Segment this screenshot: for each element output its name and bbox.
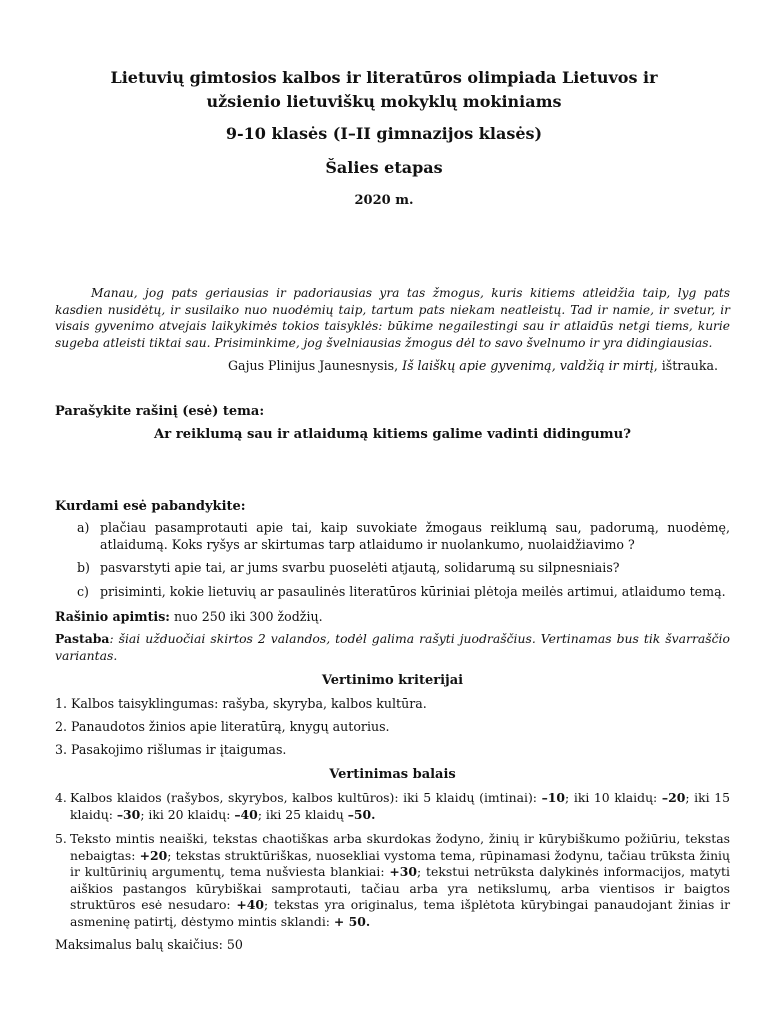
essay-length-label: Rašinio apimtis: [55, 609, 170, 624]
year-heading: 2020 m. [354, 193, 414, 208]
item-number: 5. [55, 831, 67, 846]
title-line-2: užsienio lietuviškų mokyklų mokiniams [206, 92, 562, 111]
list-item [55, 584, 730, 601]
tips-list [55, 520, 730, 607]
scoring-text: ; iki 20 klaidų: [140, 806, 235, 822]
list-item: 3. Pasakojimo rišlumas ir įtaigumas. [55, 742, 287, 757]
score-value: +40 [236, 897, 264, 912]
score-value: –30 [116, 806, 141, 822]
scoring-list [55, 790, 730, 938]
grade-heading: 9-10 klasės (I–II gimnazijos klasės) [225, 124, 543, 143]
score-value: +20 [139, 847, 168, 863]
note-paragraph [55, 631, 730, 664]
score-value: +30 [389, 864, 418, 879]
epigraph-quote: Manau, jog pats geriausias ir padoriausias yra tas žmogus, kuris kitiems atleidžia taip, lyg pats kasdien nusidėtų, ir susilaiko nuo nuodėmių taip, tartum pats niekam neatleistų. Tad ir namie, ir svetur, ir visais gyvenimo atvejais laikykimės tokios taisyklės: būkime negailestingi sau ir atlaidūs netgi tiems, kurie sugeba atleisti tiktai sau. Prisiminkime, jog švelniausias žmogus dėl to savo švelnumo ir yra didingiausias. [55, 286, 730, 350]
scoring-text: ; tekstui netrūksta dalykinės informacijos, matyti aiškios pastangos kūrybiškai samprotauti, tačiau arba yra netikslumų, arba vientisos ir baigtos struktūros esė nesudaro: [70, 864, 730, 912]
list-item-text: prisiminti, kokie lietuvių ar pasaulinės literatūros kūriniai plėtoja meilės artimui, atlaidumo temą. [100, 583, 726, 599]
olympiad-title [60, 66, 708, 114]
list-item [55, 560, 730, 577]
scoring-text: Kalbos klaidos (rašybos, skyrybos, kalbos kultūros): iki 5 klaidų (imtinai): [70, 790, 542, 805]
criteria-list [55, 695, 730, 764]
list-item [55, 520, 730, 553]
list-marker: a) [77, 520, 90, 535]
list-item-text: plačiau pasamprotauti apie tai, kaip suvokiate žmogaus reiklumą sau, padorumą, nuodėmę, atlaidumą. Koks ryšys ar skirtumas tarp atlaidumo ir nuolankumo, nuolaidžiavimo ? [100, 520, 730, 552]
task-heading: Parašykite rašinį (esė) tema: [55, 404, 265, 419]
scoring-text: ; tekstas yra originalus, tema išplėtota kūrybingai panaudojant žinias ir asmeninę patirtį, dėstymo mintis sklandi: [70, 897, 730, 929]
max-score: Maksimalus balų skaičius: 50 [55, 937, 243, 952]
essay-topic: Ar reiklumą sau ir atlaidumą kitiems galime vadinti didingumu? [154, 427, 631, 442]
criteria-title: Vertinimo kriterijai [321, 673, 464, 688]
scoring-text: Teksto mintis neaiški, tekstas chaotiškas arba skurdokas žodyno, žinių ir kūrybiškumo požiūriu, tekstas nebaigtas: [70, 831, 730, 863]
stage-heading: Šalies etapas [325, 158, 443, 177]
essay-length [55, 608, 323, 626]
note-label: Pastaba [55, 631, 110, 646]
list-item [55, 790, 730, 823]
item-number: 4. [55, 790, 67, 805]
scoring-title: Vertinimas balais [329, 767, 456, 782]
scoring-text: ; iki 25 klaidų [257, 806, 348, 822]
list-item: 2. Panaudotos žinios apie literatūrą, knygų autorius. [55, 719, 390, 734]
scoring-text: ; iki 10 klaidų: [565, 790, 662, 805]
epigraph-attribution [228, 357, 718, 375]
title-line-1: Lietuvių gimtosios kalbos ir literatūros olimpiada Lietuvos ir [110, 68, 658, 87]
essay-length-value: nuo 250 iki 300 žodžių. [173, 609, 323, 624]
list-item [55, 831, 730, 930]
list-item-text: pasvarstyti apie tai, ar jums svarbu puoselėti atjautą, solidarumą su silpnesniais? [100, 560, 620, 575]
scoring-text: ; iki 15 klaidų: [70, 790, 730, 822]
list-item: 1. Kalbos taisyklingumas: rašyba, skyryba, kalbos kultūra. [55, 696, 427, 711]
quote-source: Iš laiškų apie gyvenimą, valdžią ir mirtį [402, 358, 654, 373]
tips-heading: Kurdami esė pabandykite: [55, 499, 246, 514]
score-value: + 50. [333, 913, 371, 929]
score-value: –20 [661, 790, 686, 805]
quote-author: Gajus Plinijus Jaunesnysis, [228, 358, 399, 373]
score-value: –50. [347, 806, 376, 822]
quote-excerpt-note: , ištrauka. [653, 358, 719, 373]
note-text: : šiai užduočiai skirtos 2 valandos, todėl galima rašyti juodraščius. Vertinamas bus tik švarraščio variantas. [55, 631, 730, 663]
score-value: –10 [541, 790, 566, 805]
list-marker: c) [77, 583, 89, 599]
list-marker: b) [77, 560, 90, 575]
scoring-text: ; tekstas struktūriškas, nuosekliai vystoma tema, rūpinamasi žodynu, tačiau trūksta žinių ir kultūrinių argumentų, tema nušviesta blankiai: [70, 847, 730, 879]
score-value: –40 [234, 806, 258, 822]
